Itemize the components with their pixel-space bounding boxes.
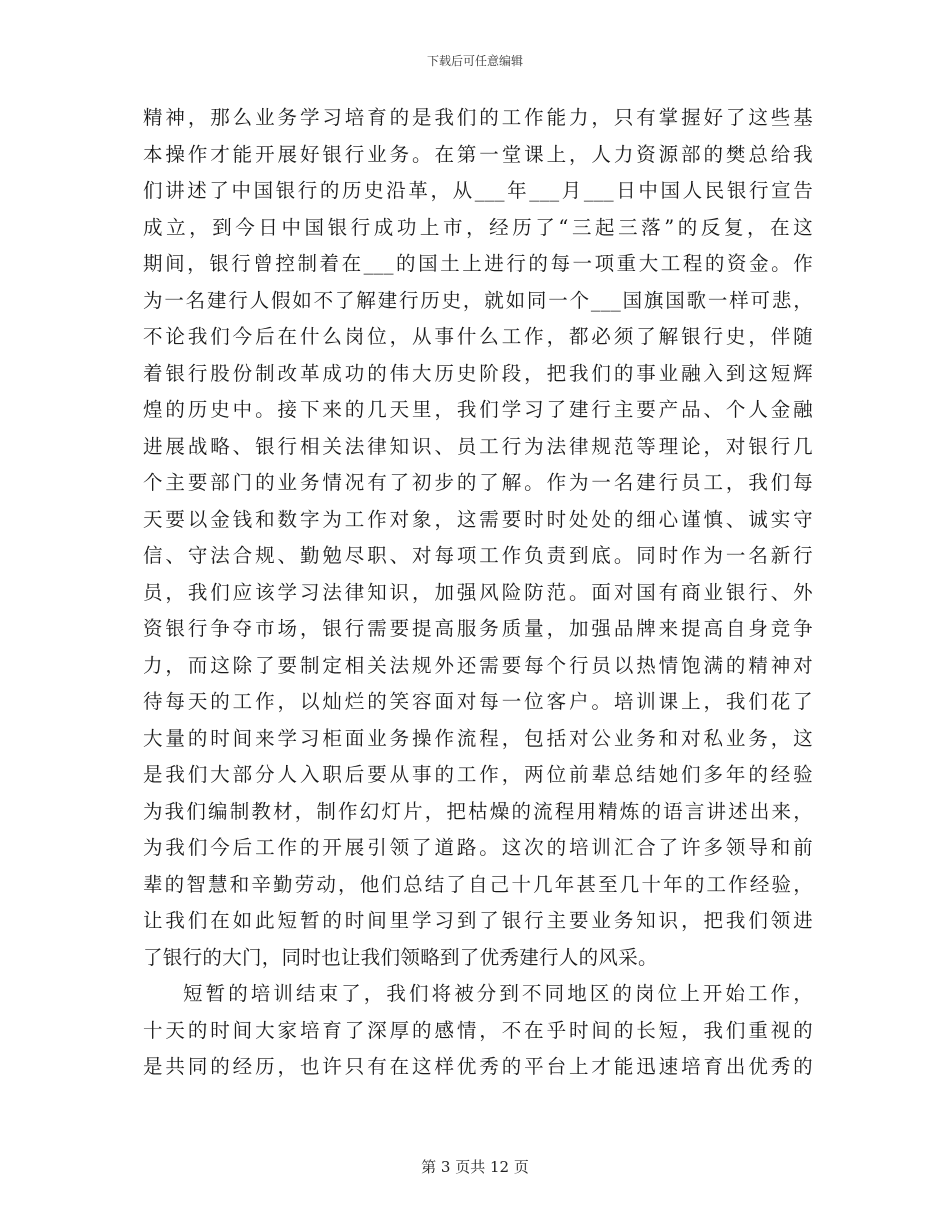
body-line-8: 着银行股份制改革成功的伟大历史阶段，把我们的事业融入到这短辉 [143, 361, 813, 385]
body-line-10: 进展战略、银行相关法律知识、员工行为法律规范等理论，对银行几 [143, 434, 813, 458]
document-body [143, 100, 813, 1086]
body-line-12: 天要以金钱和数字为工作对象，这需要时时处处的细心谨慎、诚实守 [143, 507, 813, 531]
body-line-1: 精神，那么业务学习培育的是我们的工作能力，只有掌握好了这些基 [143, 106, 813, 129]
body-line-3: 们讲述了中国银行的历史沿革，从___年___月___日中国人民银行宣告 [143, 179, 813, 202]
body-line-14: 员，我们应该学习法律知识，加强风险防范。面对国有商业银行、外 [143, 580, 813, 604]
body-line-19: 是我们大部分人入职后要从事的工作，两位前辈总结她们多年的经验 [143, 763, 813, 786]
body-line-26: 十天的时间大家培育了深厚的感情，不在乎时间的长短，我们重视的 [143, 1018, 813, 1042]
body-line-21: 为我们今后工作的开展引领了道路。这次的培训汇合了许多领导和前 [143, 836, 813, 859]
body-line-17: 待每天的工作，以灿烂的笑容面对每一位客户。培训课上，我们花了 [143, 690, 813, 713]
body-line-9: 煌的历史中。接下来的几天里，我们学习了建行主要产品、个人金融 [143, 398, 813, 421]
body-line-25: 短暂的培训结束了，我们将被分到不同地区的岗位上开始工作， [183, 982, 813, 1005]
body-line-27: 是共同的经历，也许只有在这样优秀的平台上才能迅速培育出优秀的 [143, 1055, 813, 1078]
body-line-23: 让我们在如此短暂的时间里学习到了银行主要业务知识，把我们领进 [143, 909, 813, 932]
body-line-2: 本操作才能开展好银行业务。在第一堂课上，人力资源部的樊总给我 [143, 142, 813, 166]
body-line-11: 个主要部门的业务情况有了初步的了解。作为一名建行员工，我们每 [143, 471, 813, 494]
body-line-5: 期间，银行曾控制着在___的国土上进行的每一项重大工程的资金。作 [143, 252, 813, 275]
body-line-15: 资银行争夺市场，银行需要提高服务质量，加强品牌来提高自身竞争 [143, 617, 813, 640]
page-footer: 第 3 页共 12 页 [421, 1158, 529, 1176]
body-line-16: 力，而这除了要制定相关法规外还需要每个行员以热情饱满的精神对 [143, 653, 813, 677]
body-line-20: 为我们编制教材，制作幻灯片，把枯燥的流程用精炼的语言讲述出来， [143, 799, 813, 823]
body-line-24: 了银行的大门，同时也让我们领略到了优秀建行人的风采。 [143, 945, 658, 969]
body-line-6: 为一名建行人假如不了解建行历史，就如同一个___国旗国歌一样可悲， [143, 288, 813, 312]
page-header: 下载后可任意编辑 [426, 54, 523, 68]
body-line-13: 信、守法合规、勤勉尽职、对每项工作负责到底。同时作为一名新行 [143, 544, 813, 567]
body-line-4: 成立，到今日中国银行成功上市，经历了“三起三落”的反复，在这 [143, 215, 813, 239]
body-line-7: 不论我们今后在什么岗位，从事什么工作，都必须了解银行史，伴随 [143, 325, 813, 348]
body-line-22: 辈的智慧和辛勤劳动，他们总结了自己十几年甚至几十年的工作经验， [143, 872, 813, 896]
body-line-18: 大量的时间来学习柜面业务操作流程，包括对公业务和对私业务，这 [143, 726, 813, 750]
